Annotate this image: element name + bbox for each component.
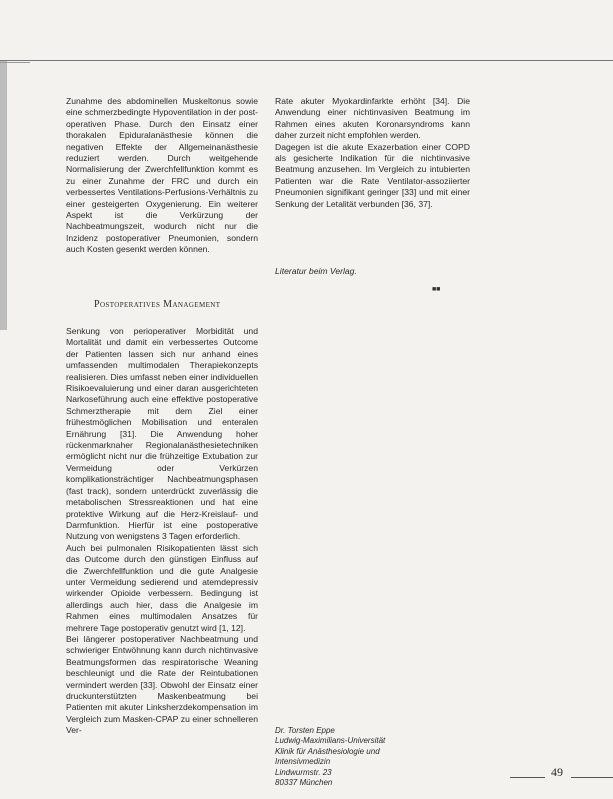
left-column	[66, 96, 258, 256]
section-paragraph-1: Senkung von perioperativer Morbidität und Mortalität und damit ein verbessertes Outcome der Patienten lassen sich nur anhand eines umfassenden multimodalen Therapiekonzepts realisieren. Dies umfasst neben einer individuellen Risikoevaluierung und einer daran ausgerichteten Narkoseführung auch eine effektive postoperative Schmerztherapie mit dem Ziel einer frühestmöglichen Mobilisation und enteralen Ernährung [31]. Die Anwendung hoher rückenmarknaher Regionalanästhesietechniken ermöglicht nicht nur die frühzeitige Extubation zur Vermeidung oder Verkürzen komplikationsträchtiger Nachbeatmungsphasen (fast track), sondern unterdrückt zuverlässig die metabolischen Stressreaktionen und hat eine protektive Wirkung auf die Herz-Kreislauf- und Darmfunktion. Hierfür ist eine postoperative Nutzung von wenigstens 3 Tagen erforderlich.	[66, 326, 258, 542]
section-body	[66, 326, 258, 737]
header-rule	[0, 60, 613, 61]
author-name: Dr. Torsten Eppe	[275, 726, 335, 735]
left-column-paragraph: Zunahme des abdominellen Muskeltonus sowie eine schmerzbedingte Hypoventilation in der post-operativen Phase. Durch den Einsatz einer thorakalen Epiduralanästhesie können die negativen Effekte der Allgemeinanästhesie reduziert werden. Durch weitgehende Normalisierung der Zwerchfellfunktion kommt es zu einer Zunahme der FRC und durch ein verbessertes Ventilations-Perfusions-Verhältnis zu einer gesteigerten Oxygenierung. Ein weiterer Aspekt ist die Verkürzung der Nachbeatmungszeit, wodurch nicht nur die Inzidenz postoperativer Pneumonien, sondern auch Kosten gesenkt werden können.	[66, 96, 258, 255]
section-paragraph-2: Auch bei pulmonalen Risikopatienten lässt sich das Outcome durch den günstigen Einfluss auf die Zwerchfellfunktion und die gute Analgesie unter Vermeidung sedierend und atemdepressiv wirkender Opioide verbessern. Bedingung ist allerdings auch hier, dass die Analgesie im Rahmen eines multimodalen Ansatzes für mehrere Tage postoperativ genutzt wird [1, 12].	[66, 542, 258, 633]
right-column-paragraph-2: Dagegen ist die akute Exazerbation einer COPD als gesicherte Indikation für die nichtinvasive Beatmung anzusehen. Im Vergleich zu intubierten Patienten war die Rate Ventilator-assoziierter Pneumonien signifikant geringer [33] und mit einer Senkung der Letalität verbunden [36, 37].	[275, 141, 470, 209]
address-line-3: Intensivmedizin	[275, 757, 331, 767]
footer-rule-left	[510, 777, 545, 778]
address-line-2: Klinik für Anästhesiologie und	[275, 746, 380, 756]
header-rule-thin	[0, 62, 30, 63]
page-number: 49	[551, 765, 563, 779]
address-line-1: Ludwig-Maximilians-Universität	[275, 736, 386, 746]
section-paragraph-3: Bei längerer postoperativer Nachbeatmung und schwieriger Entwöhnung kann durch nichtinvasive Beatmungsformen das respiratorische Weaning beschleunigt und die Rate der Reintubationen vermindert werden [33]. Obwohl der Einsatz einer druckunterstützten Maskenbeatmung bei Patienten mit akuter Linksherzdekompensation im Vergleich zum Masken-CPAP zu einer schnelleren Ver-	[66, 633, 258, 736]
right-column-paragraph-1: Rate akuter Myokardinfarkte erhöht [34]. Die Anwendung einer nichtinvasiven Beatmung im Rahmen eines akuten Koronarsyndroms kann daher zurzeit nicht empfohlen werden.	[275, 96, 470, 141]
footer-rule-right	[571, 777, 613, 778]
end-marks: ■ ■	[432, 286, 440, 293]
address-line-4: Lindwurmstr. 23	[275, 767, 332, 777]
section-heading: Postoperatives Management	[94, 299, 221, 310]
literature-note: Literatur beim Verlag.	[275, 266, 357, 276]
page-edge-shadow	[0, 60, 7, 330]
right-column	[275, 96, 470, 210]
author-address	[275, 726, 435, 788]
address-line-5: 80337 München	[275, 778, 333, 788]
